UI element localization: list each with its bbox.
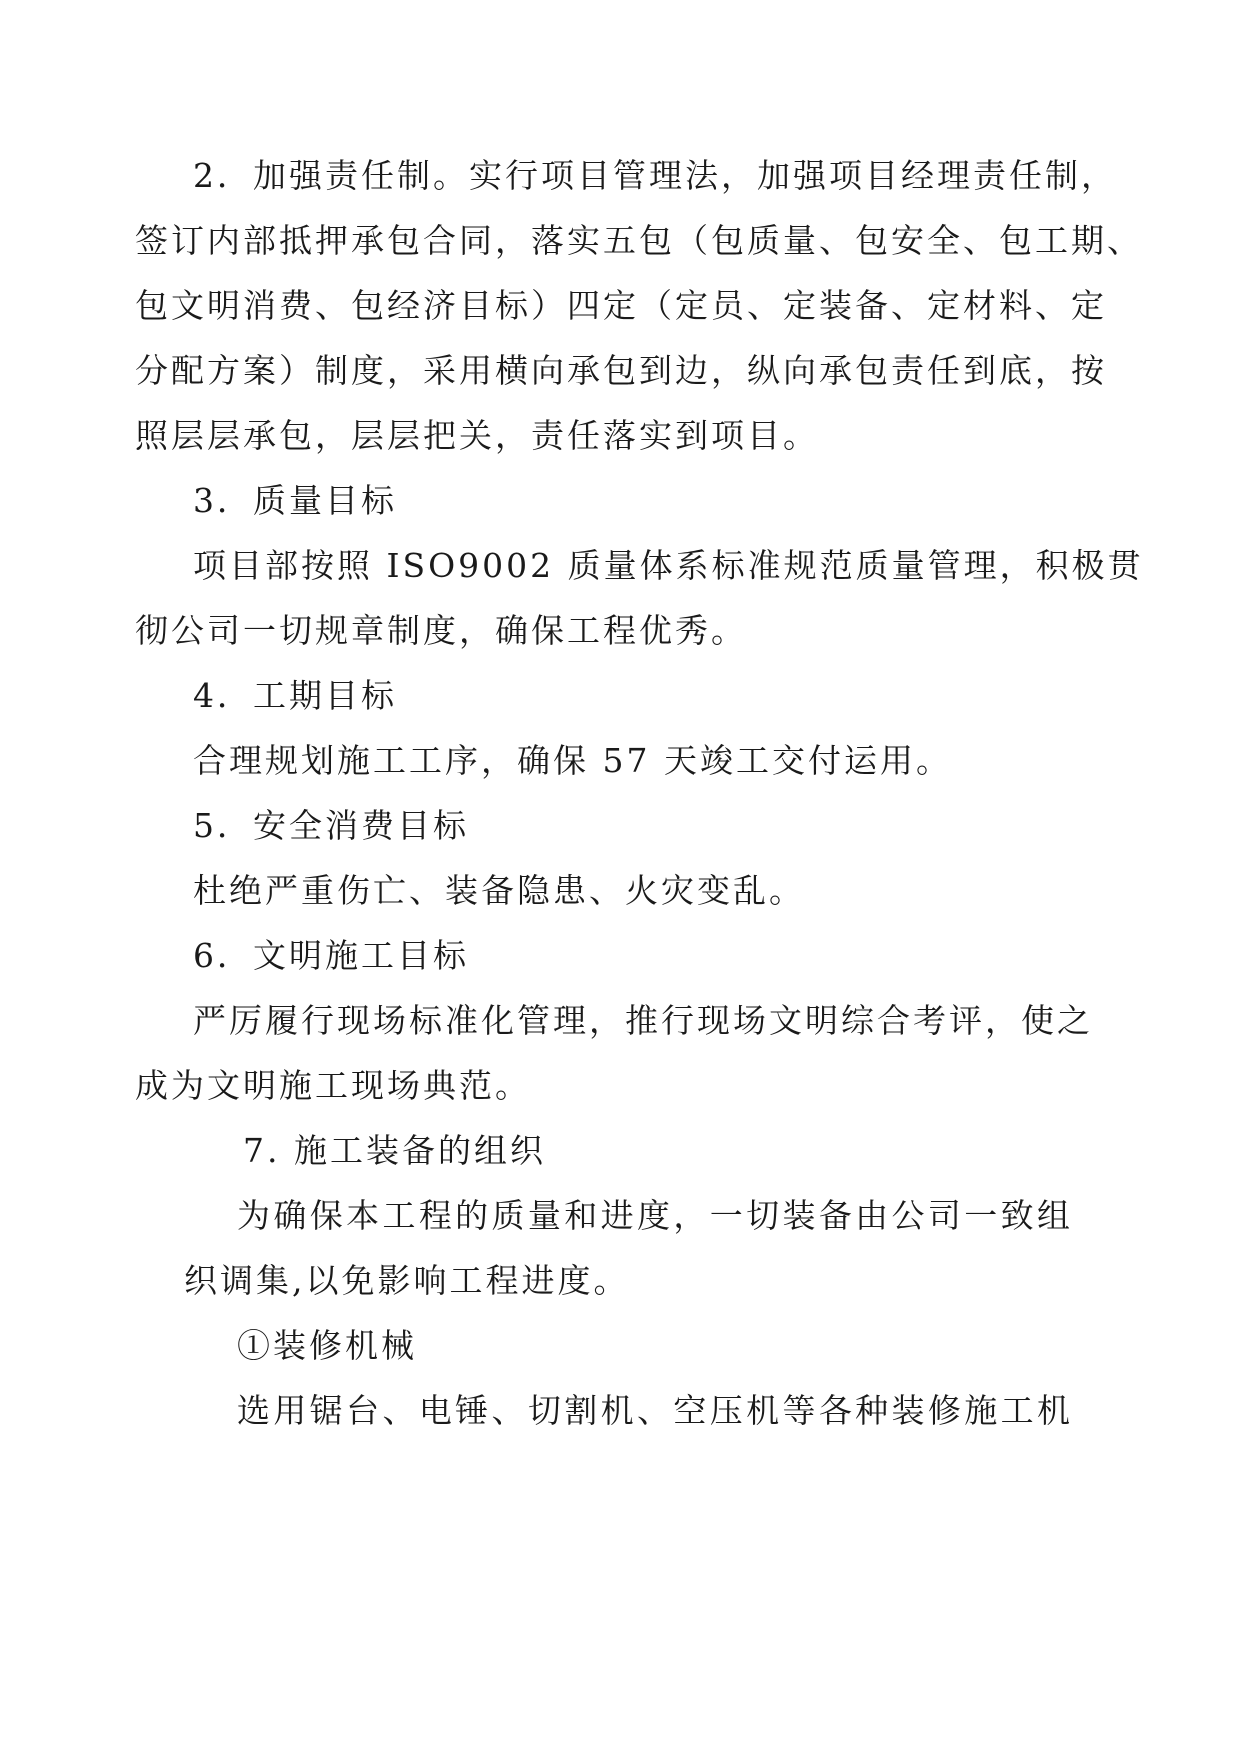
- paragraph-line: 杜绝严重伤亡、装备隐患、火灾变乱。: [193, 871, 805, 910]
- paragraph-line: 包文明消费、包经济目标）四定（定员、定装备、定材料、定: [135, 286, 1107, 325]
- section-heading: 4．工期目标: [193, 676, 397, 715]
- subsection-heading: ①装修机械: [237, 1326, 417, 1365]
- paragraph-line: 分配方案）制度，采用横向承包到边，纵向承包责任到底，按: [135, 351, 1107, 390]
- paragraph-line: 成为文明施工现场典范。: [135, 1066, 531, 1105]
- section-heading: 7. 施工装备的组织: [243, 1131, 546, 1170]
- paragraph-line: 严厉履行现场标准化管理，推行现场文明综合考评，使之: [193, 1001, 1093, 1040]
- section-heading: 3．质量目标: [193, 481, 397, 520]
- paragraph-line: 项目部按照 ISO9002 质量体系标准规范质量管理，积极贯: [193, 546, 1144, 585]
- paragraph-line: 为确保本工程的质量和进度，一切装备由公司一致组: [237, 1196, 1073, 1235]
- paragraph-line: 选用锯台、电锤、切割机、空压机等各种装修施工机: [237, 1391, 1073, 1430]
- paragraph-line: 签订内部抵押承包合同，落实五包（包质量、包安全、包工期、: [135, 221, 1143, 260]
- section-heading: 5．安全消费目标: [193, 806, 469, 845]
- paragraph-line: 合理规划施工工序，确保 57 天竣工交付运用。: [193, 741, 952, 780]
- paragraph-line: 照层层承包，层层把关，责任落实到项目。: [135, 416, 819, 455]
- paragraph-line: 2．加强责任制。实行项目管理法，加强项目经理责任制，: [193, 156, 1117, 195]
- paragraph-line: 彻公司一切规章制度，确保工程优秀。: [135, 611, 747, 650]
- section-heading: 6．文明施工目标: [193, 936, 469, 975]
- paragraph-line: 织调集,以免影响工程进度。: [184, 1261, 630, 1300]
